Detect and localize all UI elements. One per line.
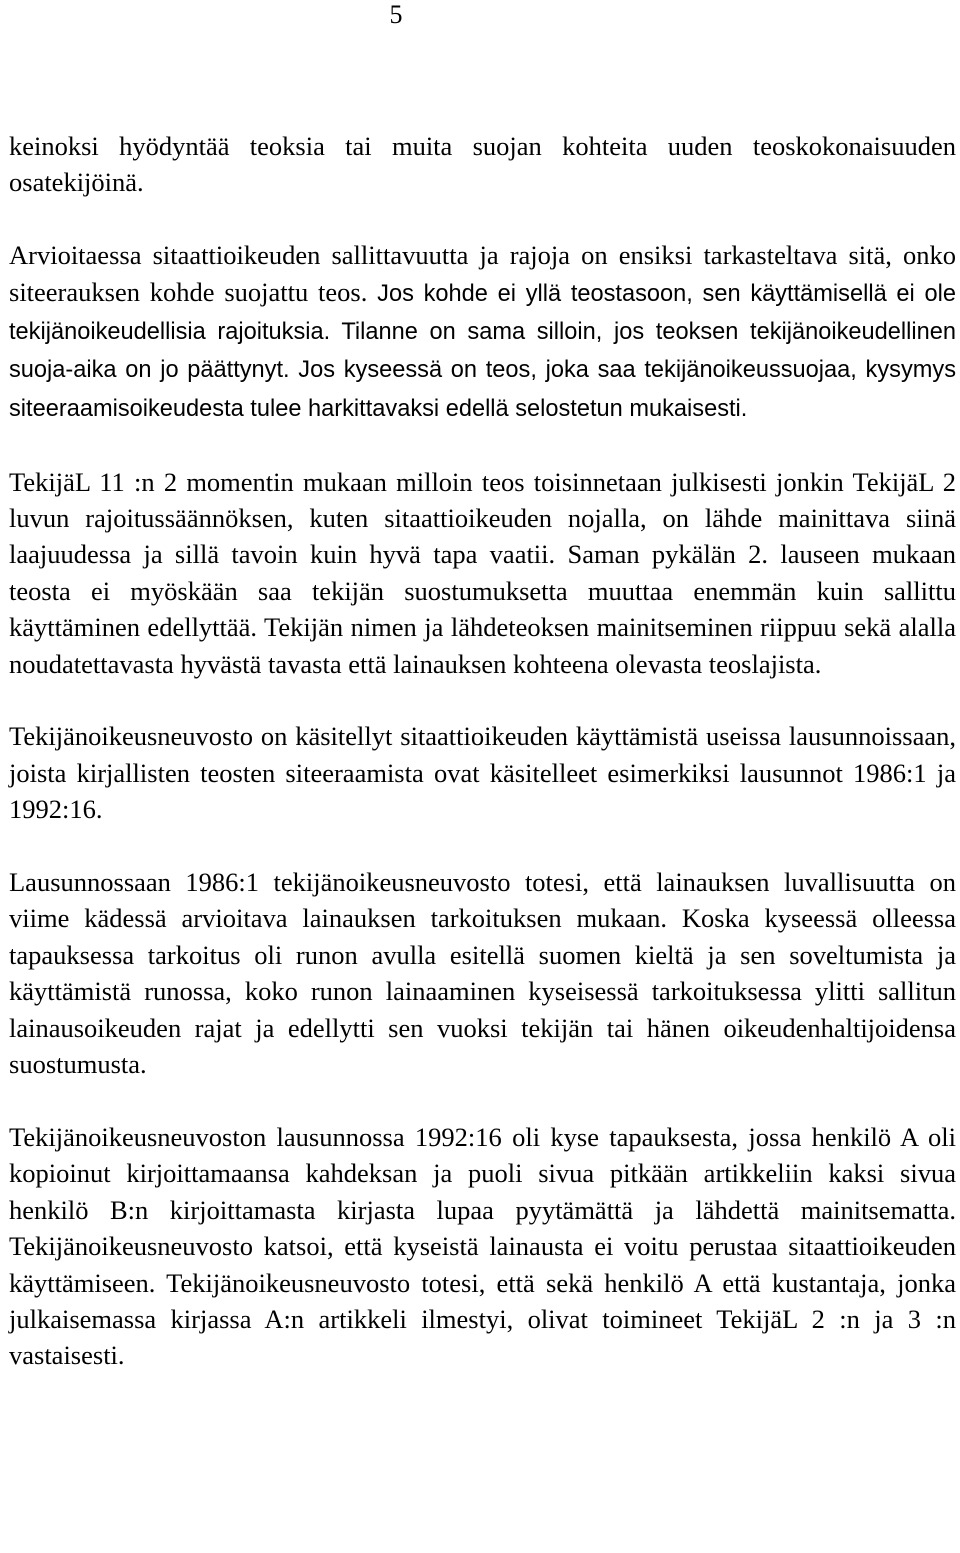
page-number: 5: [389, 0, 403, 29]
paragraph-text: Tekijänoikeusneuvosto on käsitellyt sitaattioikeuden käyttämistä useissa lausunnoissaan, joista kirjallisten teosten siteeraamista ovat käsitelleet esimerkiksi lausunnot 1986:1 ja 1992:16.: [9, 721, 956, 825]
paragraph-text: TekijäL 11 :n 2 momentin mukaan milloin teos toisinnetaan julkisesti jonkin TekijäL 2 luvun rajoitussäännöksen, kuten sitaattioikeuden nojalla, on lähde mainittava siinä laajuudessa ja sillä tavoin kuin hyvä tapa vaatii. Saman pykälän 2. lauseen mukaan teosta ei myöskään saa tekijän suostumuksetta muuttaa enemmän kuin sallittu käyttäminen edellyttää. Tekijän nimen ja lähdeteoksen mainitseminen riippuu sekä alalla noudatettavasta hyvästä tavasta että lainauksen kohteena olevasta teoslajista.: [9, 466, 956, 679]
paragraph: [9, 464, 956, 682]
paragraph: [9, 864, 956, 1082]
paragraph: [9, 237, 956, 427]
document-body: [9, 128, 956, 1374]
paragraph-text: Lausunnossaan 1986:1 tekijänoikeusneuvosto totesi, että lainauksen luvallisuutta on viime kädessä arvioitava lainauksen tarkoituksen mukaan. Koska kyseessä olleessa tapauksessa tarkoitus oli runon avulla esitellä suomen kieltä ja sen soveltumista ja käyttämistä runossa, koko runon lainaaminen kyseisessä tarkoituksessa ylitti sallitun lainausoikeuden rajat ja edellytti sen vuoksi tekijän tai hänen oikeudenhaltijoidensa suostumusta.: [9, 867, 956, 1080]
paragraph-text: Jos kohde ei yllä teostasoon, sen käyttämisellä ei ole tekijänoikeudellisia rajoituksia. Tilanne on sama silloin, jos teoksen tekijänoikeudellinen suoja-aika on jo päättynyt. Jos kyseessä on teos, joka saa tekijänoikeussuojaa, kysymys siteeraamisoikeudesta tulee harkittavaksi edellä selostetun mukaisesti.: [9, 280, 956, 422]
paragraph-text: keinoksi hyödyntää teoksia tai muita suojan kohteita uuden teoskokonaisuuden osatekijöinä.: [9, 131, 956, 198]
paragraph: [9, 718, 956, 827]
paragraph-text: Tekijänoikeusneuvoston lausunnossa 1992:16 oli kyse tapauksesta, jossa henkilö A oli kopioinut kirjoittamaansa kahdeksan ja puoli sivua pitkään artikkeliin kaksi sivua henkilö B:n kirjoittamasta kirjasta lupaa pyytämättä ja lähdettä mainitsematta. Tekijänoikeusneuvosto katsoi, että kyseistä lainausta ei voitu perustaa sitaattioikeuden käyttämiseen. Tekijänoikeusneuvosto totesi, että sekä henkilö A että kustantaja, jonka julkaisemassa kirjassa A:n artikkeli ilmestyi, olivat toimineet TekijäL 2 :n ja 3 :n vastaisesti.: [9, 1121, 956, 1371]
paragraph: [9, 1119, 956, 1374]
paragraph: [9, 128, 956, 201]
paragraph-text: Arvioitaessa sitaattioikeuden sallittavuutta ja rajoja on ensiksi tarkasteltava sitä, onko siteerauksen kohde suojattu teos.: [9, 240, 956, 307]
